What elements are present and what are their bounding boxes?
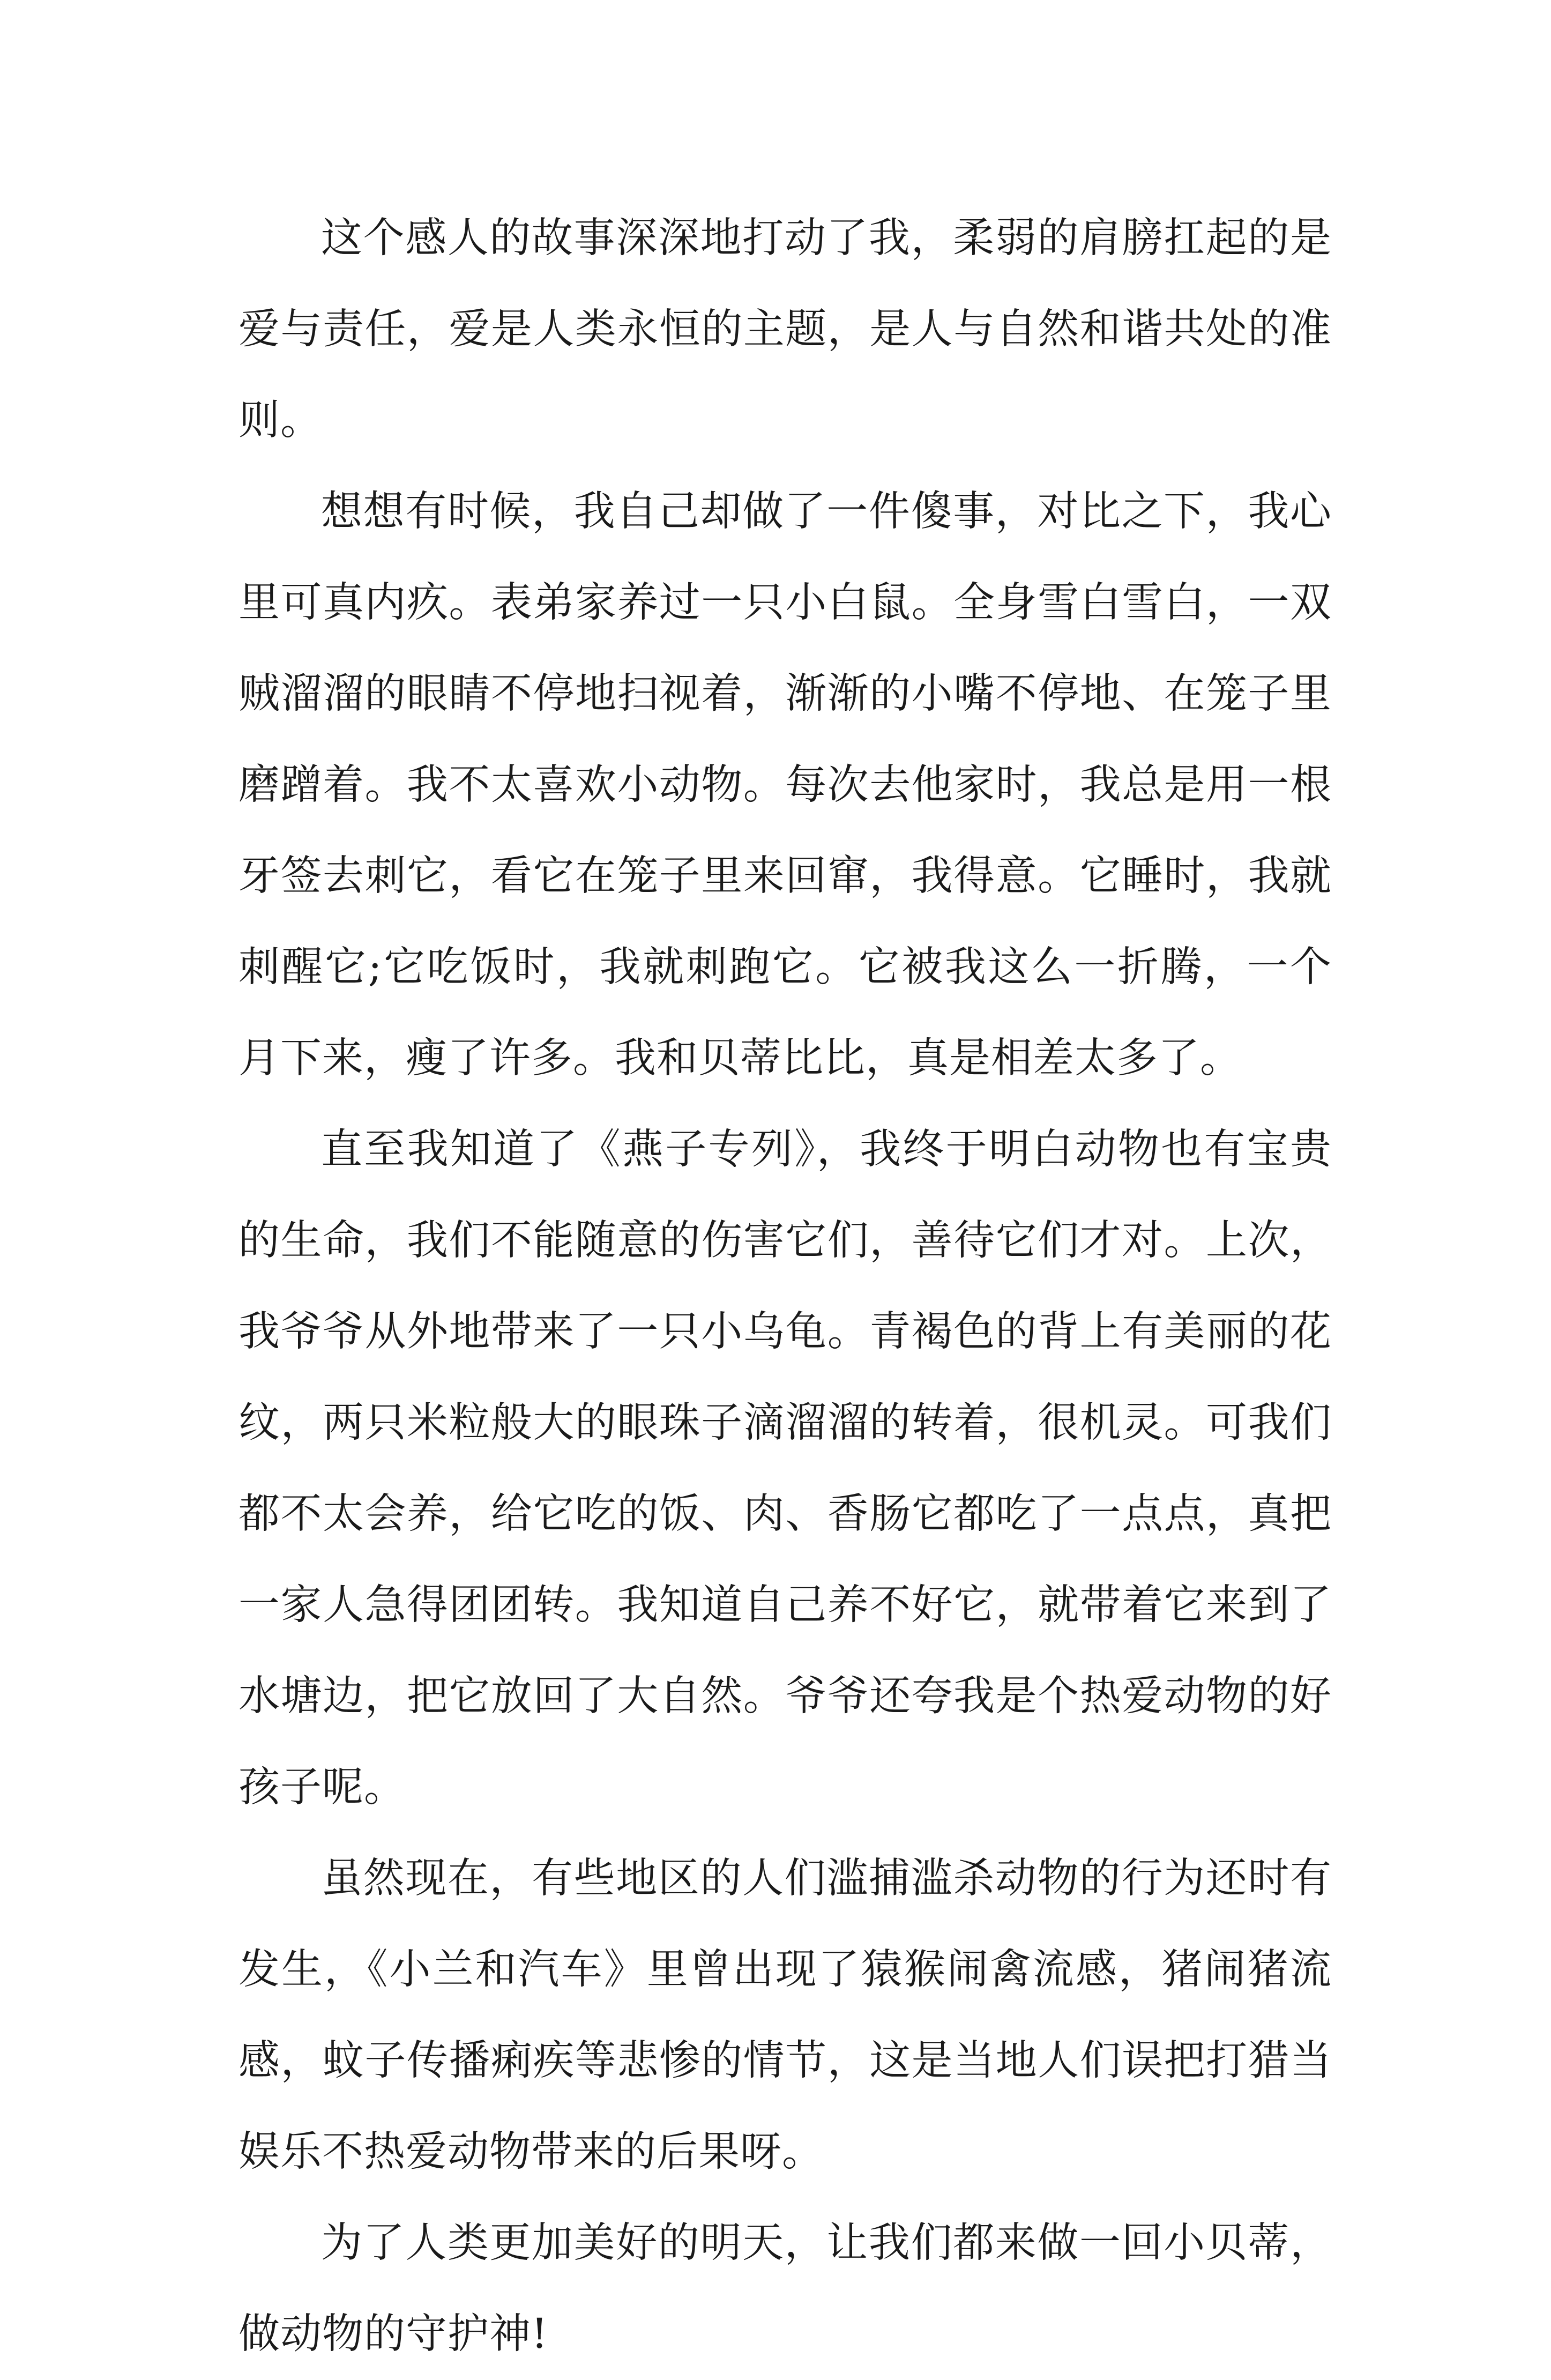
text-line: 纹，两只米粒般大的眼珠子滴溜溜的转着，很机灵。可我们 xyxy=(238,1399,1332,1447)
text-line: 孩子呢。 xyxy=(238,1764,406,1811)
text-line: 直至我知道了《燕子专列》，我终于明白动物也有宝贵 xyxy=(321,1126,1332,1173)
text-line: 贼溜溜的眼睛不停地扫视着，渐渐的小嘴不停地、在笼子里 xyxy=(238,670,1332,718)
text-line: 里可真内疚。表弟家养过一只小白鼠。全身雪白雪白，一双 xyxy=(238,579,1332,627)
text-line: 月下来，瘦了许多。我和贝蒂比比，真是相差太多了。 xyxy=(238,1035,1242,1082)
text-line: 想想有时候，我自己却做了一件傻事，对比之下，我心 xyxy=(321,488,1332,536)
text-line: 刺醒它;它吃饭时，我就刺跑它。它被我这么一折腾，一个 xyxy=(238,943,1332,991)
text-line: 为了人类更加美好的明天，让我们都来做一回小贝蒂， xyxy=(321,2219,1332,2267)
paragraph-5 xyxy=(238,2198,1332,2380)
text-line: 磨蹭着。我不太喜欢小动物。每次去他家时，我总是用一根 xyxy=(238,761,1332,809)
text-line: 爱与责任，爱是人类永恒的主题，是人与自然和谐共处的准 xyxy=(238,306,1332,353)
text-line: 感，蚊子传播痢疾等悲惨的情节，这是当地人们误把打猎当 xyxy=(238,2037,1332,2085)
text-line: 都不太会养，给它吃的饭、肉、香肠它都吃了一点点，真把 xyxy=(238,1490,1332,1538)
text-line: 做动物的守护神! xyxy=(238,2310,548,2358)
paragraph-3 xyxy=(238,1104,1332,1833)
text-line: 则。 xyxy=(238,397,322,444)
text-line: 的生命，我们不能随意的伤害它们，善待它们才对。上次， xyxy=(238,1217,1332,1265)
text-line: 一家人急得团团转。我知道自己养不好它，就带着它来到了 xyxy=(238,1581,1332,1629)
paragraph-4 xyxy=(238,1833,1332,2198)
paragraph-2 xyxy=(238,466,1332,1104)
text-line: 发生，《小兰和汽车》里曾出现了猿猴闹禽流感，猪闹猪流 xyxy=(238,1946,1332,1994)
text-line: 娱乐不热爱动物带来的后果呀。 xyxy=(238,2128,824,2176)
essay-body xyxy=(238,193,1332,2380)
text-line: 这个感人的故事深深地打动了我，柔弱的肩膀扛起的是 xyxy=(321,214,1332,262)
text-line: 牙签去刺它，看它在笼子里来回窜，我得意。它睡时，我就 xyxy=(238,852,1332,900)
paragraph-1 xyxy=(238,193,1332,466)
text-line: 我爷爷从外地带来了一只小乌龟。青褐色的背上有美丽的花 xyxy=(238,1308,1332,1356)
text-line: 虽然现在，有些地区的人们滥捕滥杀动物的行为还时有 xyxy=(321,1855,1332,1902)
text-line: 水塘边，把它放回了大自然。爷爷还夸我是个热爱动物的好 xyxy=(238,1672,1332,1720)
